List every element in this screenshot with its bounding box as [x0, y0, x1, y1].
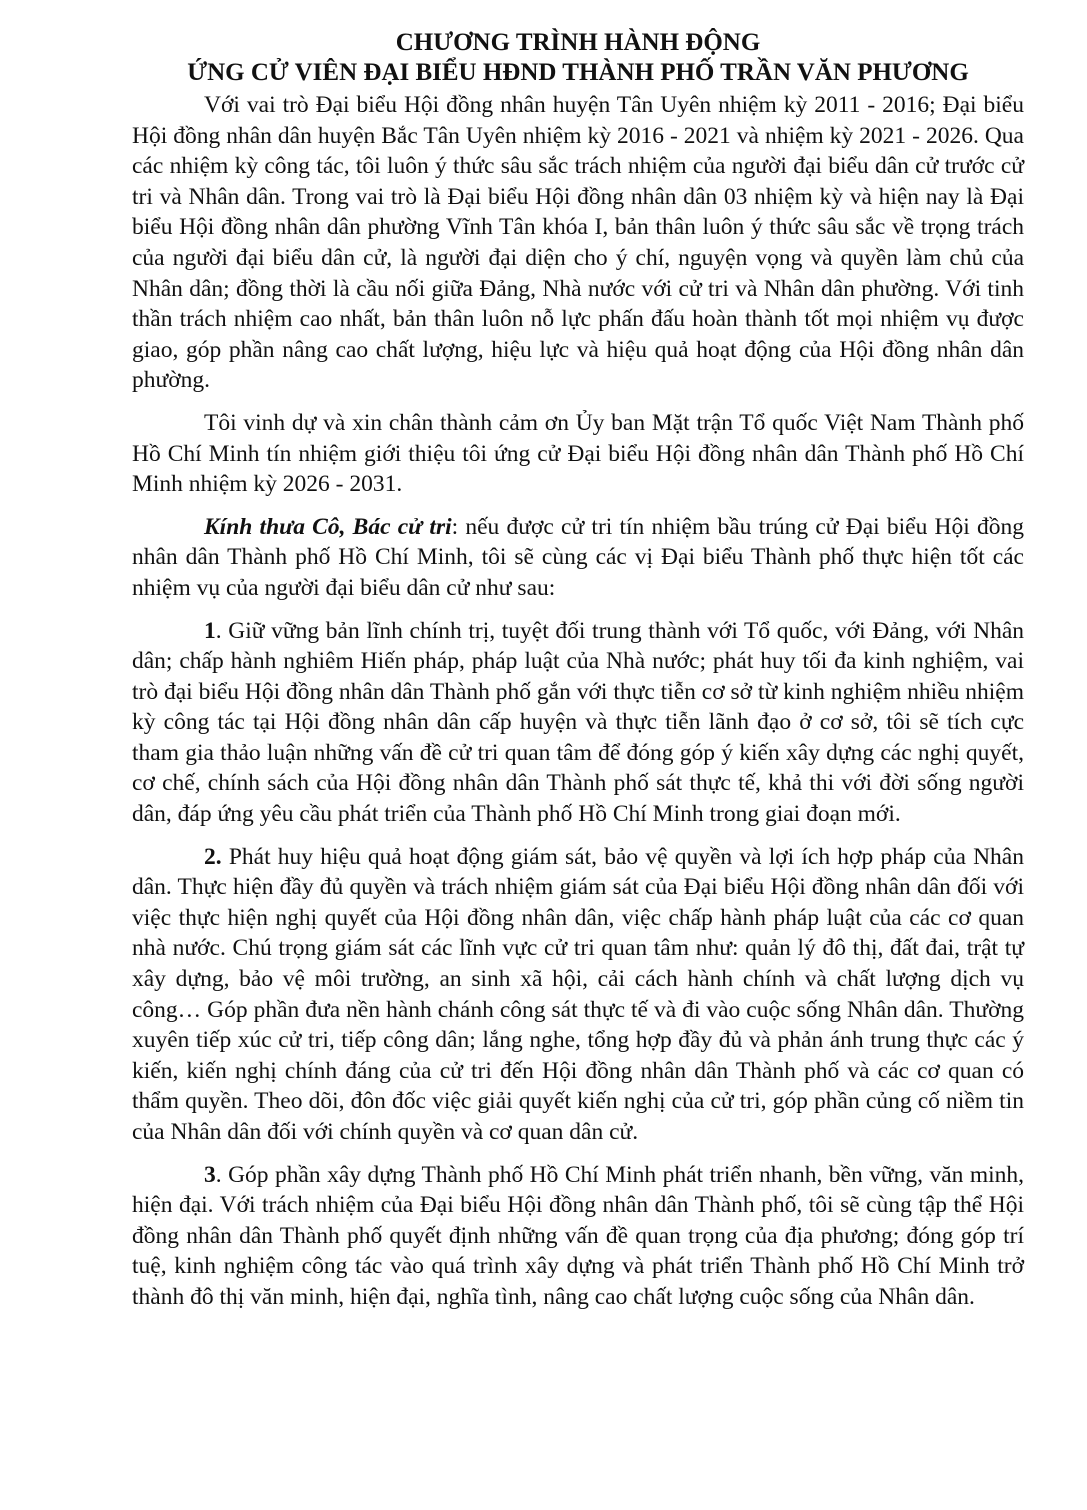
item-1-body: . Giữ vững bản lĩnh chính trị, tuyệt đối trung thành với Tổ quốc, với Đảng, với Nhân dân; chấp hành nghiêm Hiến pháp, pháp luật của Nhà nước; phát huy tối đa kinh nghiệm, vai trò đại biểu Hội đồng nhân dân Thành phố gắn với thực tiễn cơ sở từ kinh nghiệm nhiều nhiệm kỳ công tác tại Hội đồng nhân dân cấp huyện và thực tiễn lãnh đạo ở cơ sở, tôi sẽ tích cực tham gia thảo luận những vấn đề cử tri quan tâm để đóng góp ý kiến xây dựng các nghị quyết, cơ chế, chính sách của Hội đồng nhân dân Thành phố sát thực tế, khả thi với đời sống người dân, đáp ứng yêu cầu phát triển của Thành phố Hồ Chí Minh trong giai đoạn mới.	[132, 617, 1024, 828]
item-1-number: 1	[204, 617, 216, 644]
document-page	[132, 28, 1024, 1313]
address-paragraph	[132, 512, 1024, 604]
title-line-1: CHƯƠNG TRÌNH HÀNH ĐỘNG	[395, 29, 761, 56]
item-3-body: . Góp phần xây dựng Thành phố Hồ Chí Minh phát triển nhanh, bền vững, văn minh, hiện đại. Với trách nhiệm của Đại biểu Hội đồng nhân dân Thành phố, tôi sẽ cùng tập thể Hội đồng nhân dân Thành phố quyết định những vấn đề quan trọng của địa phương; đóng góp trí tuệ, kinh nghiệm công tác vào quá trình xây dựng và phát triển Thành phố Hồ Chí Minh trở thành đô thị văn minh, hiện đại, nghĩa tình, nâng cao chất lượng cuộc sống của Nhân dân.	[132, 1161, 1024, 1310]
item-1-paragraph	[132, 616, 1024, 830]
intro-paragraph: Với vai trò Đại biểu Hội đồng nhân huyện Tân Uyên nhiệm kỳ 2011 - 2016; Đại biểu Hội đồng nhân dân huyện Bắc Tân Uyên nhiệm kỳ 2016 - 2021 và nhiệm kỳ 2021 - 2026. Qua các nhiệm kỳ công tác, tôi luôn ý thức sâu sắc trách nhiệm của người đại biểu dân cử trước cử tri và Nhân dân. Trong vai trò là Đại biểu Hội đồng nhân dân 03 nhiệm kỳ và hiện nay là Đại biểu Hội đồng nhân dân phường Vĩnh Tân khóa I, bản thân luôn ý thức sâu sắc về trọng trách của người đại biểu dân cử, là người đại diện cho ý chí, nguyện vọng và quyền làm chủ của Nhân dân; đồng thời là cầu nối giữa Đảng, Nhà nước với cử tri và Nhân dân phường. Với tinh thần trách nhiệm cao nhất, bản thân luôn nỗ lực phấn đấu hoàn thành tốt mọi nhiệm vụ được giao, góp phần nâng cao chất lượng, hiệu lực và hiệu quả hoạt động của Hội đồng nhân dân phường.	[132, 92, 1024, 394]
item-2-paragraph	[132, 842, 1024, 1148]
thanks-paragraph: Tôi vinh dự và xin chân thành cảm ơn Ủy ban Mặt trận Tổ quốc Việt Nam Thành phố Hồ Chí Minh tín nhiệm giới thiệu tôi ứng cử Đại biểu Hội đồng nhân dân Thành phố Hồ Chí Minh nhiệm kỳ 2026 - 2031.	[132, 409, 1024, 498]
item-3-paragraph	[132, 1160, 1024, 1313]
address-lead: Kính thưa Cô, Bác cử tri	[204, 513, 452, 540]
item-3-number: 3	[204, 1161, 216, 1188]
document-title	[132, 28, 1024, 88]
title-line-2: ỨNG CỬ VIÊN ĐẠI BIỂU HĐND THÀNH PHỐ TRẦN VĂN PHƯƠNG	[187, 59, 969, 86]
item-2-number: 2.	[204, 843, 222, 870]
address-body: : nếu được cử tri tín nhiệm bầu trúng cử Đại biểu Hội đồng nhân dân Thành phố Hồ Chí Minh, tôi sẽ cùng các vị Đại biểu Thành phố thực hiện tốt các nhiệm vụ của người đại biểu dân cử như sau:	[132, 513, 1024, 601]
item-2-body: Phát huy hiệu quả hoạt động giám sát, bảo vệ quyền và lợi ích hợp pháp của Nhân dân. Thực hiện đầy đủ quyền và trách nhiệm giám sát của Đại biểu Hội đồng nhân dân đối với việc thực hiện nghị quyết của Hội đồng nhân dân, việc chấp hành pháp luật của các cơ quan nhà nước. Chú trọng giám sát các lĩnh vực cử tri quan tâm như: quản lý đô thị, đất đai, trật tự xây dựng, bảo vệ môi trường, an sinh xã hội, cải cách hành chính và chất lượng dịch vụ công… Góp phần đưa nền hành chánh công sát thực tế và đi vào cuộc sống Nhân dân. Thường xuyên tiếp xúc cử tri, tiếp công dân; lắng nghe, tổng hợp đầy đủ và phản ánh trung thực các ý kiến, kiến nghị chính đáng của cử tri đến Hội đồng nhân dân Thành phố và các cơ quan có thẩm quyền. Theo dõi, đôn đốc việc giải quyết kiến nghị của cử tri, góp phần củng cố niềm tin của Nhân dân đối với chính quyền và cơ quan dân cử.	[132, 843, 1024, 1145]
